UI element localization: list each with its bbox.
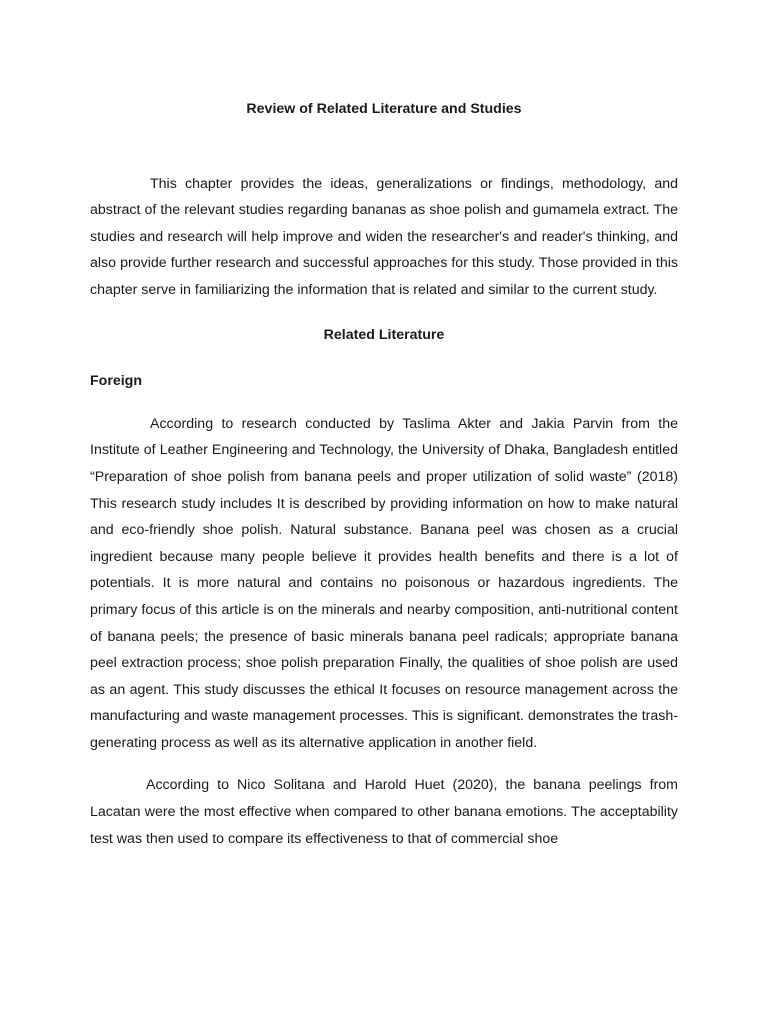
intro-paragraph: This chapter provides the ideas, generalizations or findings, methodology, and abstract of the relevant studies regarding bananas as shoe polish and gumamela extract. The studies and research will help improve and widen the researcher's and reader's thinking, and also provide further research and successful approaches for this study. Those provided in this chapter serve in familiarizing the information that is related and similar to the current study. — [90, 175, 678, 298]
document-title: Review of Related Literature and Studies — [246, 101, 522, 117]
section-title-related-literature: Related Literature — [323, 326, 445, 343]
subsection-title-foreign: Foreign — [90, 373, 143, 390]
body-paragraph-1: According to research conducted by Taslima Akter and Jakia Parvin from the Institute of Leather Engineering and Technology, the University of Dhaka, Bangladesh entitled “Preparation of shoe polish from banana peels and proper utilization of solid waste” (2018) This research study includes It is described by providing information on how to make natural and eco-friendly shoe polish. Natural substance. Banana peel was chosen as a crucial ingredient because many people believe it provides health benefits and there is a lot of potentials. It is more natural and contains no poisonous or hazardous ingredients. The primary focus of this article is on the minerals and nearby composition, anti-nutritional content of banana peels; the presence of basic minerals banana peel radicals; appropriate banana peel extraction process; shoe polish preparation Finally, the qualities of shoe polish are used as an agent. This study discusses the ethical It focuses on resource management across the manufacturing and waste management processes. This is significant. demonstrates the trash-generating process as well as its alternative application in another field. — [90, 415, 678, 751]
body-paragraph-2: According to Nico Solitana and Harold Huet (2020), the banana peelings from Lacatan were the most effective when compared to other banana emotions. The acceptability test was then used to compare its effectiveness to that of commercial shoe — [90, 777, 678, 847]
